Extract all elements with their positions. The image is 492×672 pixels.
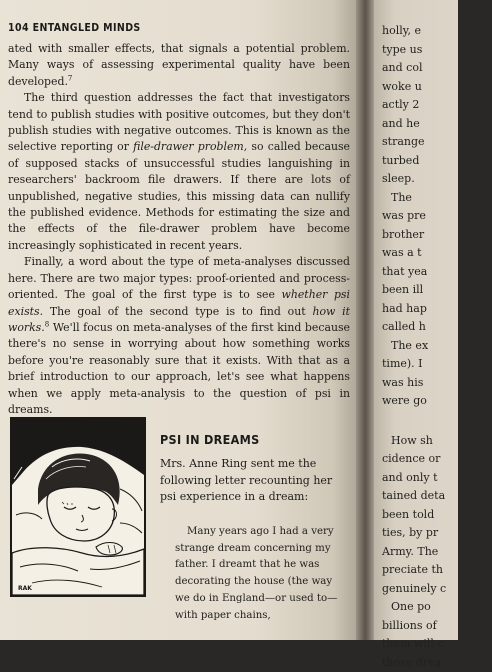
paragraph-3	[8, 254, 350, 418]
letter-excerpt-text: Many years ago I had a very strange dream concerning my father. I dreamt that he was decorating the house (the way we do in England—or used to—with paper chains,	[175, 524, 347, 624]
running-head: 104 ENTANGLED MINDS	[8, 22, 141, 34]
right-line: holly, e	[382, 22, 492, 41]
right-line: turbed	[382, 152, 492, 171]
right-line: and col	[382, 59, 492, 78]
right-line: them will c	[382, 635, 492, 654]
right-line: billions of	[382, 617, 492, 636]
book-gutter	[356, 0, 376, 640]
right-line: The	[382, 189, 492, 208]
right-spacer	[382, 411, 492, 432]
right-line: sleep.	[382, 170, 492, 189]
right-page-text	[382, 22, 492, 672]
paragraph-2-text-a: The third question addresses the fact that investigators tend to publish studies with positive outcomes, but they don't publish studies with negative outcomes. This is known as the selective reporting or	[8, 91, 350, 153]
right-line: type us	[382, 41, 492, 60]
right-line: and only t	[382, 469, 492, 488]
right-line: preciate th	[382, 561, 492, 580]
right-line: actly 2	[382, 96, 492, 115]
right-line: How sh	[382, 432, 492, 451]
right-line: brother	[382, 226, 492, 245]
right-line: had hap	[382, 300, 492, 319]
sleeping-child-drawing	[12, 419, 144, 595]
right-line: ties, by pr	[382, 524, 492, 543]
paragraph-3-text-b: The goal of the second type is to find out	[43, 305, 312, 318]
right-line: that yea	[382, 263, 492, 282]
illustrator-signature: RAK	[18, 585, 32, 592]
paragraph-1	[8, 41, 350, 90]
right-line: been ill	[382, 281, 492, 300]
sidebar-title: PSI IN DREAMS	[160, 432, 260, 447]
paragraph-3-italic-a: whether psi exists.	[8, 288, 350, 317]
right-line: was a t	[382, 244, 492, 263]
right-page	[374, 0, 458, 640]
paragraph-2-text-b: so called because of supposed stacks of unsuccessful studies languishing in researchers' backroom file drawers. If there are lots of unpublished, negative studies, this missing data can nullify the published evidence. Methods for estimating the size and the effects of the file-drawer problem have become increasingly sophisticated in recent years.	[8, 140, 350, 251]
right-line: One po	[382, 598, 492, 617]
right-line: Army. The	[382, 543, 492, 562]
sleeping-child-illustration	[10, 417, 146, 597]
main-body-text	[8, 41, 350, 418]
right-line: time). I	[382, 355, 492, 374]
right-line: been told	[382, 506, 492, 525]
right-line: was his	[382, 374, 492, 393]
right-line: and he	[382, 115, 492, 134]
sidebar-intro-text: Mrs. Anne Ring sent me the following letter recounting her psi experience in a dream:	[160, 456, 342, 506]
sidebar-intro	[160, 456, 342, 506]
right-line: woke u	[382, 78, 492, 97]
footnote-ref-7: 7	[68, 74, 72, 82]
right-line: those drea	[382, 654, 492, 672]
letter-excerpt	[175, 524, 347, 624]
footnote-ref-8: 8	[45, 320, 49, 328]
right-line: cidence or	[382, 450, 492, 469]
right-line: strange	[382, 133, 492, 152]
paragraph-3-italic-b: how it works.	[8, 305, 350, 334]
right-line: called h	[382, 318, 492, 337]
right-line: The ex	[382, 337, 492, 356]
paragraph-2	[8, 90, 350, 254]
paragraph-3-text-a: Finally, a word about the type of meta-analyses discussed here. There are two major types: proof-oriented and process-oriented. The goal of the first type is to see	[8, 255, 350, 301]
right-line: genuinely c	[382, 580, 492, 599]
paragraph-1-text: ated with smaller effects, that signals a potential problem. Many ways of assessing experimental quality have been developed.	[8, 42, 350, 88]
right-line: was pre	[382, 207, 492, 226]
paragraph-2-italic: file-drawer problem,	[133, 140, 247, 153]
right-line: tained deta	[382, 487, 492, 506]
paragraph-3-text-c: We'll focus on meta-analyses of the first kind because there's no sense in worrying about how something works before you're reasonably sure that it exists. With that as a brief introduction to our approach, let's see what happens when we apply meta-analysis to the question of psi in dreams.	[8, 321, 350, 416]
right-line: were go	[382, 392, 492, 411]
